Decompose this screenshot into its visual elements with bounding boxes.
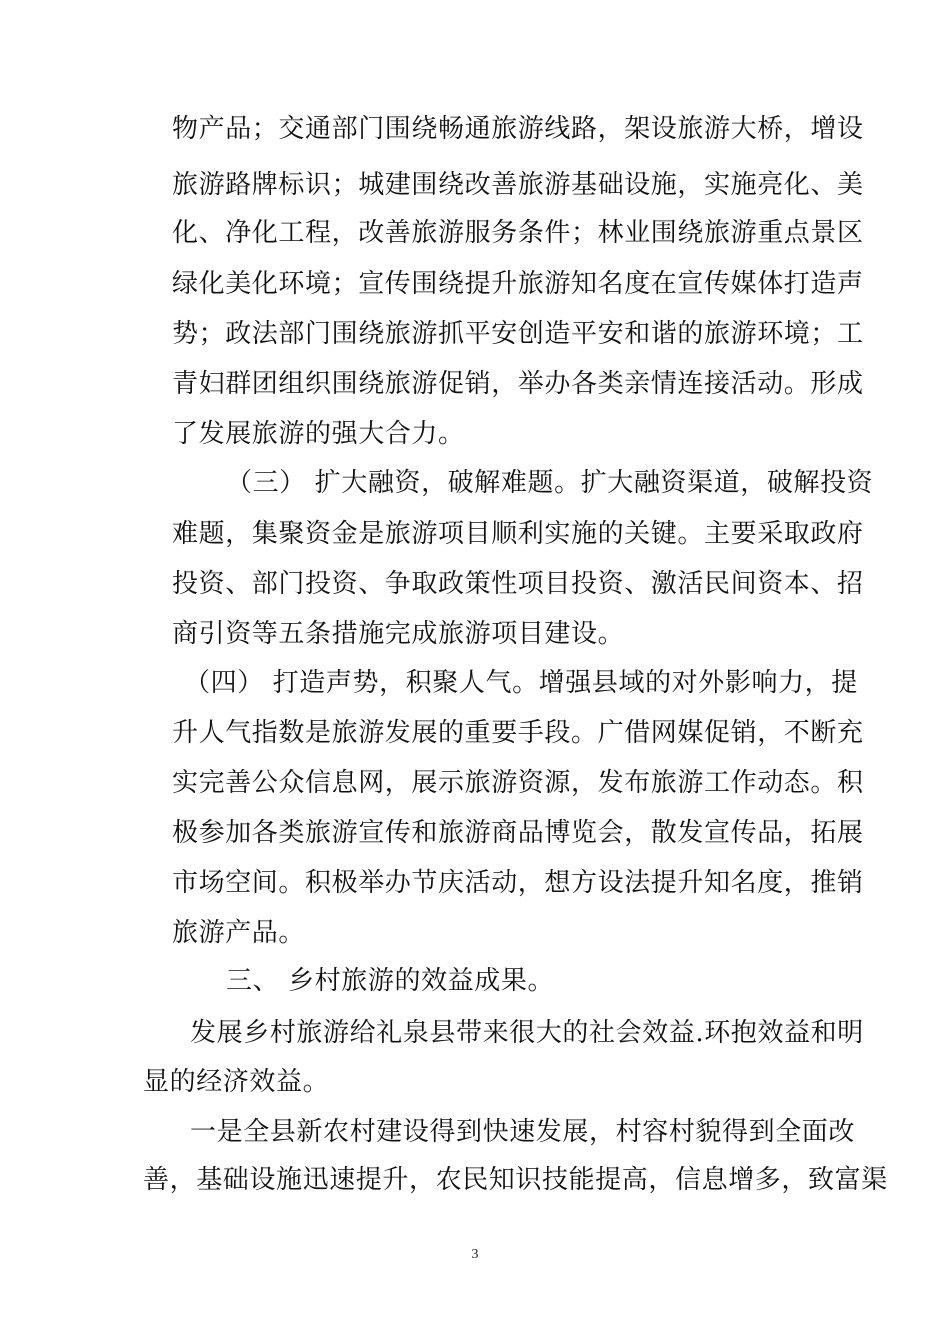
- body-text-line: 难题，集聚资金是旅游项目顺利实施的关键。主要采取政府: [172, 519, 864, 549]
- body-text-line: 一是全县新农村建设得到快速发展，村容村貌得到全面改: [190, 1117, 856, 1147]
- body-text-line: 化、净化工程，改善旅游服务条件；林业围绕旅游重点景区: [172, 218, 864, 248]
- body-text-line: 实完善公众信息网，展示旅游资源，发布旅游工作动态。积: [172, 768, 864, 798]
- body-text-line: 绿化美化环境；宣传围绕提升旅游知名度在宣传媒体打造声: [172, 269, 864, 299]
- body-text-line: 了发展旅游的强大合力。: [172, 419, 465, 449]
- body-text-line: 势；政法部门围绕旅游抓平安创造平安和谐的旅游环境；工: [172, 319, 864, 349]
- body-text-line: 市场空间。积极举办节庆活动，想方设法提升知名度，推销: [172, 868, 864, 898]
- body-text-line: 善，基础设施迅速提升，农民知识技能提高，信息增多，致富渠: [143, 1165, 888, 1195]
- section-item-four: （四） 打造声势，积聚人气。增强县域的对外影响力，提: [184, 668, 858, 698]
- body-text-line: 商引资等五条措施完成旅游项目建设。: [172, 619, 625, 649]
- body-text-line: 极参加各类旅游宣传和旅游商品博览会，散发宣传品，拓展: [172, 818, 864, 848]
- page-number: 3: [471, 1247, 479, 1262]
- body-text-line: 显的经济效益。: [143, 1067, 330, 1097]
- body-text-line: 发展乡村旅游给礼泉县带来很大的社会效益.环抱效益和明: [190, 1018, 864, 1048]
- section-item-three: （三） 扩大融资，破解难题。扩大融资渠道，破解投资: [226, 468, 874, 498]
- body-text-line: 旅游路牌标识；城建围绕改善旅游基础设施，实施亮化、美: [172, 170, 864, 200]
- body-text-line: 旅游产品。: [172, 918, 306, 948]
- body-text-line: 升人气指数是旅游发展的重要手段。广借网媒促销，不断充: [172, 718, 864, 748]
- section-heading: 三、 乡村旅游的效益成果。: [226, 966, 555, 996]
- body-text-line: 投资、部门投资、争取政策性项目投资、激活民间资本、招: [172, 569, 864, 599]
- body-text-line: 物产品；交通部门围绕畅通旅游线路，架设旅游大桥，增设: [172, 114, 864, 144]
- body-text-line: 青妇群团组织围绕旅游促销，举办各类亲情连接活动。形成: [172, 369, 864, 399]
